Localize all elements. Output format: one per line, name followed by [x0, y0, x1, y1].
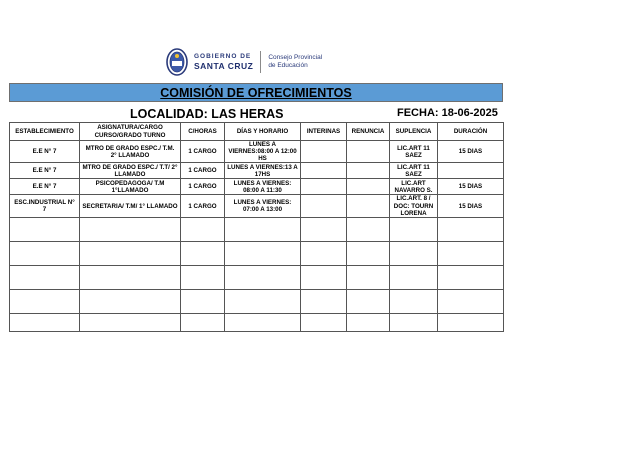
cell-suplencia: LIC.ART NAVARRO S.: [390, 179, 438, 195]
empty-cell: [438, 289, 504, 313]
empty-row: [10, 217, 504, 241]
header-duracion: DURACIÓN: [438, 123, 504, 141]
empty-cell: [181, 241, 225, 265]
empty-cell: [80, 265, 181, 289]
empty-cell: [347, 217, 390, 241]
cell-interinas: [301, 141, 347, 163]
empty-cell: [301, 241, 347, 265]
cell-establecimiento: ESC.INDUSTRIAL N° 7: [10, 195, 80, 217]
table-header-row: [10, 123, 504, 141]
header-dias-horario: DÍAS Y HORARIO: [225, 123, 301, 141]
empty-cell: [438, 241, 504, 265]
empty-cell: [390, 265, 438, 289]
empty-row: [10, 289, 504, 313]
empty-cell: [181, 289, 225, 313]
empty-cell: [347, 241, 390, 265]
empty-cell: [181, 217, 225, 241]
cell-asignatura: MTRO DE GRADO ESPC./ T.M. 2° LLAMADO: [80, 141, 181, 163]
cell-dias-horario: LUNES A VIERNES: 07:00 A 13:00: [225, 195, 301, 217]
empty-cell: [225, 265, 301, 289]
cell-interinas: [301, 163, 347, 179]
empty-cell: [10, 217, 80, 241]
cell-duracion: 15 DIAS: [438, 179, 504, 195]
empty-cell: [10, 313, 80, 331]
empty-cell: [10, 289, 80, 313]
empty-cell: [390, 241, 438, 265]
empty-row: [10, 241, 504, 265]
gov-top-text: GOBIERNO DE: [194, 52, 252, 60]
localidad-label: LOCALIDAD: LAS HERAS: [130, 107, 284, 121]
empty-cell: [390, 313, 438, 331]
cell-renuncia: [347, 141, 390, 163]
empty-cell: [438, 265, 504, 289]
cell-establecimiento: E.E N° 7: [10, 141, 80, 163]
header-suplencia: SUPLENCIA: [390, 123, 438, 141]
cell-renuncia: [347, 163, 390, 179]
cell-interinas: [301, 179, 347, 195]
empty-cell: [347, 265, 390, 289]
table-row: [10, 141, 504, 163]
empty-cell: [301, 313, 347, 331]
government-name: [194, 54, 253, 71]
empty-cell: [10, 265, 80, 289]
empty-cell: [80, 217, 181, 241]
empty-cell: [80, 313, 181, 331]
title-banner: [9, 83, 503, 102]
empty-row: [10, 313, 504, 331]
empty-cell: [301, 289, 347, 313]
cell-establecimiento: E.E N° 7: [10, 179, 80, 195]
cell-suplencia: LIC.ART. 8 / DOC: TOURN LORENA: [390, 195, 438, 217]
table-row: [10, 195, 504, 217]
empty-cell: [225, 217, 301, 241]
cell-asignatura: PSICOPEDAGOGA/ T.M 1°LLAMADO: [80, 179, 181, 195]
banner-title: COMISIÓN DE OFRECIMIENTOS: [160, 86, 352, 100]
cell-horas: 1 CARGO: [181, 141, 225, 163]
cell-horas: 1 CARGO: [181, 179, 225, 195]
logo-divider: [260, 51, 261, 73]
cell-horas: 1 CARGO: [181, 195, 225, 217]
cell-asignatura: SECRETARIA/ T.M/ 1° LLAMADO: [80, 195, 181, 217]
empty-cell: [347, 289, 390, 313]
header-horas: C/HORAS: [181, 123, 225, 141]
cell-interinas: [301, 195, 347, 217]
empty-cell: [225, 313, 301, 331]
empty-cell: [390, 217, 438, 241]
cell-dias-horario: LUNES A VIERNES: 08:00 A 11:30: [225, 179, 301, 195]
header-asignatura: ASIGNATURA/CARGO CURSO/GRADO TURNO: [80, 123, 181, 141]
cell-suplencia: LIC.ART 11 SAEZ: [390, 163, 438, 179]
empty-cell: [181, 265, 225, 289]
empty-cell: [390, 289, 438, 313]
gov-main-text: SANTA CRUZ: [194, 61, 254, 71]
header-interinas: INTERINAS: [301, 123, 347, 141]
empty-cell: [438, 313, 504, 331]
cell-duracion: 15 DIAS: [438, 141, 504, 163]
empty-cell: [80, 241, 181, 265]
cell-duracion: 15 DIAS: [438, 195, 504, 217]
cell-horas: 1 CARGO: [181, 163, 225, 179]
cell-dias-horario: LUNES A VIERNES:08:00 A 12:00 HS: [225, 141, 301, 163]
empty-cell: [225, 289, 301, 313]
empty-cell: [80, 289, 181, 313]
cell-suplencia: LIC.ART 11 SAEZ: [390, 141, 438, 163]
empty-row: [10, 265, 504, 289]
empty-cell: [225, 241, 301, 265]
consejo-name: [268, 54, 322, 70]
offers-table: [9, 122, 504, 332]
cell-dias-horario: LUNES A VIERNES:13 A 17HS: [225, 163, 301, 179]
empty-cell: [301, 217, 347, 241]
consejo-line2: de Educación: [268, 62, 308, 69]
empty-cell: [301, 265, 347, 289]
consejo-line1: Consejo Provincial: [268, 54, 323, 62]
table-row: [10, 179, 504, 195]
santa-cruz-seal-icon: [166, 48, 188, 76]
empty-cell: [347, 313, 390, 331]
cell-duracion: [438, 163, 504, 179]
header-renuncia: RENUNCIA: [347, 123, 390, 141]
cell-establecimiento: E.E N° 7: [10, 163, 80, 179]
header-establecimiento: ESTABLECIMIENTO: [10, 123, 80, 141]
cell-renuncia: [347, 195, 390, 217]
table-row: [10, 163, 504, 179]
fecha-label: FECHA: 18-06-2025: [397, 107, 498, 119]
cell-renuncia: [347, 179, 390, 195]
empty-cell: [438, 217, 504, 241]
cell-asignatura: MTRO DE GRADO ESPC./ T.T/ 2° LLAMADO: [80, 163, 181, 179]
empty-cell: [181, 313, 225, 331]
header-logo: [166, 46, 322, 78]
empty-cell: [10, 241, 80, 265]
